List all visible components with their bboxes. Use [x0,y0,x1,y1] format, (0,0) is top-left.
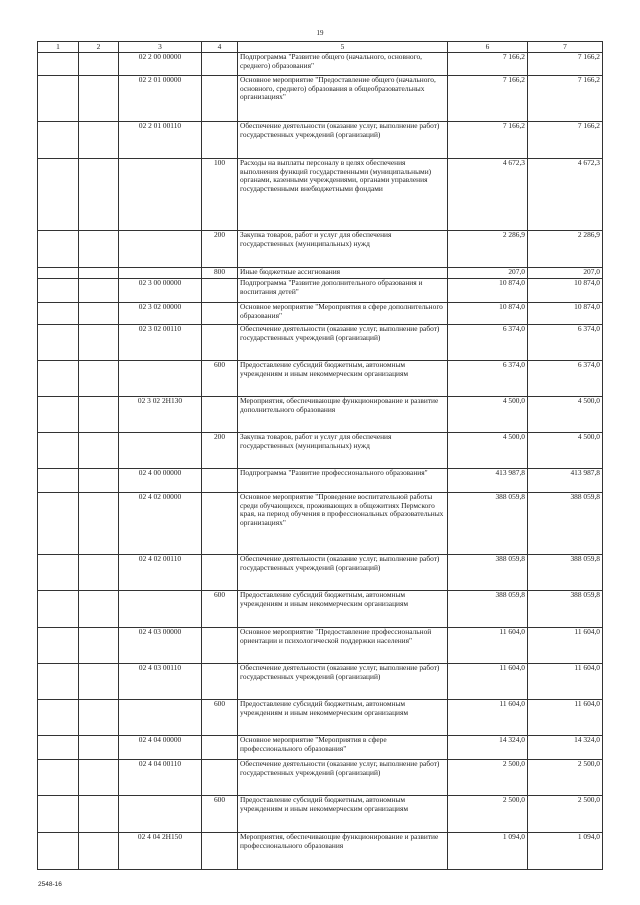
cell-col2 [79,760,119,796]
cell-amount-7: 7 166,2 [528,53,603,76]
table-row [38,268,603,279]
cell-amount-6: 6 374,0 [448,361,528,397]
cell-expense-type [202,760,238,796]
cell-amount-7: 4 672,3 [528,159,603,231]
cell-code [119,361,202,397]
cell-amount-6: 207,0 [448,268,528,279]
cell-amount-6: 7 166,2 [448,76,528,122]
cell-description: Расходы на выплаты персоналу в целях обеспечения выполнения функций государственными (муниципальными) органами, казенными учреждениями, органами управления государственными внебюджетными фондами [238,159,448,231]
table-row [38,469,603,493]
cell-col1 [38,325,79,361]
cell-amount-7: 413 987,8 [528,469,603,493]
cell-expense-type [202,53,238,76]
cell-description: Основное мероприятие "Мероприятия в сфере профессионального образования" [238,736,448,760]
cell-code [119,231,202,268]
cell-amount-6: 14 324,0 [448,736,528,760]
cell-col2 [79,303,119,325]
table-row [38,76,603,122]
table-row [38,555,603,591]
cell-amount-6: 10 874,0 [448,303,528,325]
table-row [38,493,603,555]
cell-amount-7: 2 500,0 [528,760,603,796]
cell-amount-6: 11 604,0 [448,664,528,700]
cell-amount-6: 6 374,0 [448,325,528,361]
cell-description: Обеспечение деятельности (оказание услуг, выполнение работ) государственных учреждений (организаций) [238,122,448,159]
cell-code: 02 4 03 00110 [119,664,202,700]
cell-expense-type: 800 [202,268,238,279]
cell-col1 [38,433,79,469]
cell-amount-7: 1 094,0 [528,833,603,870]
cell-col1 [38,736,79,760]
cell-col1 [38,76,79,122]
table-row [38,591,603,628]
cell-expense-type [202,493,238,555]
cell-code: 02 3 02 00000 [119,303,202,325]
table-row [38,159,603,231]
cell-expense-type: 200 [202,231,238,268]
cell-col1 [38,469,79,493]
cell-expense-type: 100 [202,159,238,231]
cell-col1 [38,231,79,268]
cell-col1 [38,760,79,796]
cell-description: Предоставление субсидий бюджетным, автономным учреждениям и иным некоммерческим организациям [238,591,448,628]
cell-col1 [38,122,79,159]
cell-amount-7: 14 324,0 [528,736,603,760]
cell-amount-7: 10 874,0 [528,279,603,303]
table-row [38,664,603,700]
cell-amount-6: 4 500,0 [448,397,528,433]
cell-amount-6: 413 987,8 [448,469,528,493]
cell-amount-6: 2 500,0 [448,760,528,796]
cell-code: 02 4 00 00000 [119,469,202,493]
cell-amount-7: 11 604,0 [528,628,603,664]
cell-col1 [38,53,79,76]
cell-expense-type [202,628,238,664]
cell-amount-7: 388 059,8 [528,493,603,555]
cell-expense-type [202,279,238,303]
cell-description: Подпрограмма "Развитие дополнительного образования и воспитания детей" [238,279,448,303]
cell-amount-7: 6 374,0 [528,361,603,397]
cell-col1 [38,279,79,303]
cell-amount-7: 2 286,9 [528,231,603,268]
cell-amount-7: 11 604,0 [528,664,603,700]
cell-col2 [79,700,119,736]
cell-expense-type [202,555,238,591]
column-header: 2 [79,42,119,53]
cell-description: Закупка товаров, работ и услуг для обеспечения государственных (муниципальных) нужд [238,231,448,268]
cell-description: Иные бюджетные ассигнования [238,268,448,279]
cell-col2 [79,555,119,591]
cell-col2 [79,628,119,664]
cell-col2 [79,796,119,833]
column-header: 5 [238,42,448,53]
cell-description: Предоставление субсидий бюджетным, автономным учреждениям и иным некоммерческим организациям [238,700,448,736]
cell-amount-6: 11 604,0 [448,700,528,736]
cell-amount-6: 1 094,0 [448,833,528,870]
cell-amount-7: 10 874,0 [528,303,603,325]
cell-col1 [38,833,79,870]
cell-amount-7: 4 500,0 [528,397,603,433]
cell-col1 [38,397,79,433]
cell-amount-7: 7 166,2 [528,122,603,159]
cell-code: 02 3 02 00110 [119,325,202,361]
column-header: 7 [528,42,603,53]
cell-col2 [79,397,119,433]
cell-code: 02 2 01 00110 [119,122,202,159]
cell-col2 [79,469,119,493]
column-header: 1 [38,42,79,53]
cell-amount-7: 388 059,8 [528,555,603,591]
cell-code: 02 3 02 2Н130 [119,397,202,433]
table-row [38,833,603,870]
cell-col2 [79,122,119,159]
cell-amount-6: 4 500,0 [448,433,528,469]
cell-amount-7: 6 374,0 [528,325,603,361]
table-row [38,700,603,736]
cell-amount-6: 388 059,8 [448,493,528,555]
cell-expense-type [202,736,238,760]
cell-amount-6: 388 059,8 [448,555,528,591]
cell-expense-type: 600 [202,591,238,628]
cell-amount-6: 2 286,9 [448,231,528,268]
cell-amount-7: 2 500,0 [528,796,603,833]
cell-expense-type [202,397,238,433]
table-header-row [38,42,603,53]
cell-col1 [38,268,79,279]
cell-code [119,268,202,279]
cell-col1 [38,796,79,833]
cell-amount-7: 7 166,2 [528,76,603,122]
cell-code [119,433,202,469]
cell-col1 [38,664,79,700]
cell-col2 [79,591,119,628]
cell-col1 [38,700,79,736]
cell-col2 [79,231,119,268]
cell-description: Основное мероприятие "Мероприятия в сфере дополнительного образования" [238,303,448,325]
table-row [38,760,603,796]
table-row [38,361,603,397]
cell-code: 02 4 04 00110 [119,760,202,796]
cell-expense-type [202,833,238,870]
cell-col2 [79,361,119,397]
cell-col2 [79,833,119,870]
cell-code [119,159,202,231]
cell-code [119,796,202,833]
cell-amount-6: 4 672,3 [448,159,528,231]
cell-col1 [38,591,79,628]
cell-col2 [79,433,119,469]
cell-amount-6: 7 166,2 [448,122,528,159]
table-row [38,397,603,433]
cell-code: 02 2 00 00000 [119,53,202,76]
cell-col2 [79,664,119,700]
cell-col1 [38,555,79,591]
cell-description: Обеспечение деятельности (оказание услуг, выполнение работ) государственных учреждений (организаций) [238,325,448,361]
cell-code: 02 4 04 00000 [119,736,202,760]
table-row [38,303,603,325]
page-number: 19 [316,29,324,37]
cell-col1 [38,303,79,325]
table-row [38,628,603,664]
cell-description: Обеспечение деятельности (оказание услуг, выполнение работ) государственных учреждений (организаций) [238,664,448,700]
cell-expense-type [202,303,238,325]
cell-col1 [38,493,79,555]
cell-description: Основное мероприятие "Проведение воспитательной работы среди обучающихся, проживающих в общежитиях Пермского края, на период обучения в профессиональных образовательных организациях" [238,493,448,555]
budget-table [37,41,603,870]
cell-description: Подпрограмма "Развитие общего (начального, основного, среднего) образования" [238,53,448,76]
cell-description: Мероприятия, обеспечивающие функционирование и развитие профессионального образования [238,833,448,870]
table-row [38,231,603,268]
cell-amount-7: 207,0 [528,268,603,279]
cell-col1 [38,361,79,397]
cell-code: 02 4 03 00000 [119,628,202,664]
cell-code [119,591,202,628]
cell-description: Основное мероприятие "Предоставление профессиональной ориентации и психологической поддержки населения" [238,628,448,664]
cell-amount-7: 4 500,0 [528,433,603,469]
cell-amount-6: 388 059,8 [448,591,528,628]
cell-description: Подпрограмма "Развитие профессионального образования" [238,469,448,493]
cell-amount-6: 7 166,2 [448,53,528,76]
cell-description: Основное мероприятие "Предоставление общего (начального, основного, среднего) образования в общеобразовательных организациях" [238,76,448,122]
cell-col1 [38,628,79,664]
cell-code [119,700,202,736]
cell-col1 [38,159,79,231]
cell-code: 02 3 00 00000 [119,279,202,303]
cell-col2 [79,279,119,303]
cell-code: 02 4 02 00110 [119,555,202,591]
table-row [38,433,603,469]
column-header: 4 [202,42,238,53]
cell-description: Обеспечение деятельности (оказание услуг, выполнение работ) государственных учреждений (организаций) [238,555,448,591]
column-header: 3 [119,42,202,53]
cell-expense-type: 600 [202,361,238,397]
cell-code: 02 4 02 00000 [119,493,202,555]
cell-amount-7: 388 059,8 [528,591,603,628]
cell-description: Мероприятия, обеспечивающие функционирование и развитие дополнительного образования [238,397,448,433]
cell-col2 [79,159,119,231]
cell-col2 [79,76,119,122]
column-header: 6 [448,42,528,53]
table-row [38,279,603,303]
cell-expense-type [202,325,238,361]
cell-expense-type: 600 [202,796,238,833]
cell-description: Предоставление субсидий бюджетным, автономным учреждениям и иным некоммерческим организациям [238,361,448,397]
cell-description: Обеспечение деятельности (оказание услуг, выполнение работ) государственных учреждений (организаций) [238,760,448,796]
table-row [38,53,603,76]
cell-expense-type [202,76,238,122]
cell-description: Предоставление субсидий бюджетным, автономным учреждениям и иным некоммерческим организациям [238,796,448,833]
cell-description: Закупка товаров, работ и услуг для обеспечения государственных (муниципальных) нужд [238,433,448,469]
cell-amount-7: 11 604,0 [528,700,603,736]
document-code: 2548-16 [38,881,62,888]
cell-expense-type [202,122,238,159]
cell-col2 [79,268,119,279]
cell-col2 [79,325,119,361]
cell-expense-type [202,469,238,493]
cell-expense-type [202,664,238,700]
cell-amount-6: 11 604,0 [448,628,528,664]
cell-col2 [79,736,119,760]
cell-col2 [79,53,119,76]
cell-expense-type: 600 [202,700,238,736]
cell-col2 [79,493,119,555]
table-row [38,736,603,760]
cell-expense-type: 200 [202,433,238,469]
table-row [38,796,603,833]
cell-amount-6: 2 500,0 [448,796,528,833]
cell-code: 02 2 01 00000 [119,76,202,122]
table-row [38,325,603,361]
cell-code: 02 4 04 2Н150 [119,833,202,870]
cell-amount-6: 10 874,0 [448,279,528,303]
table-row [38,122,603,159]
